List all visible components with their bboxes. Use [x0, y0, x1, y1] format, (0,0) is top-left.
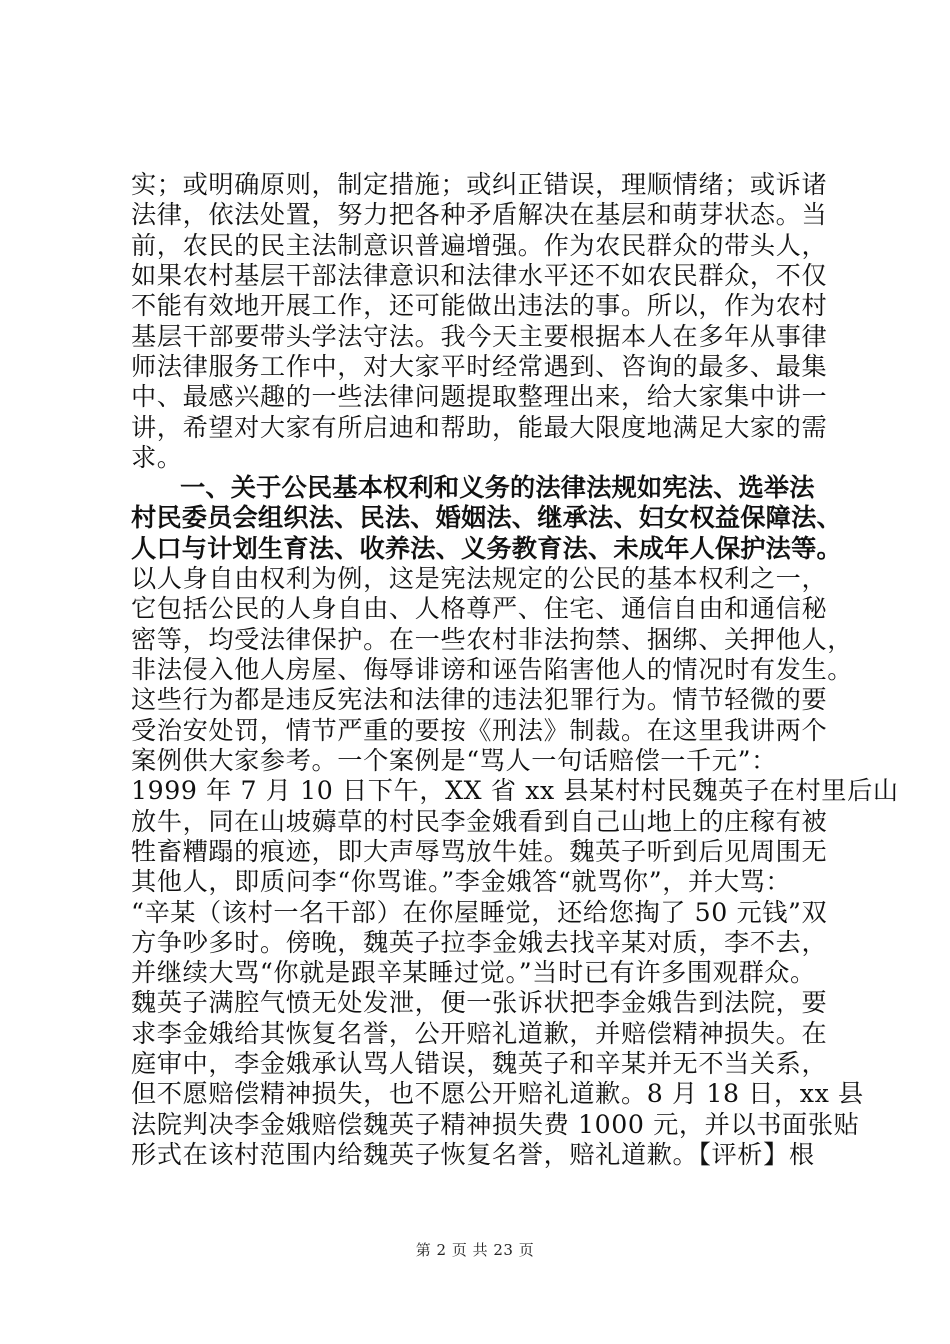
paragraph-1-line: 求。 [131, 442, 183, 472]
paragraph-2-line: 其他人，即质问李“你骂谁。”李金娥答“就骂你”，并大骂： [131, 867, 792, 897]
paragraph-2-line: 形式在该村范围内给魏英子恢复名誉，赔礼道歉。【评析】根 [131, 1140, 815, 1169]
paragraph-2-line: 受治安处罚，情节严重的要按《刑法》制裁。在这里我讲两个 [131, 715, 828, 745]
section-heading-line: 人口与计划生育法、收养法、义务教育法、未成年人保护法等。 [131, 533, 842, 563]
paragraph-2-line: 魏英子满腔气愤无处发泄，便一张诉状把李金娥告到法院，要 [131, 988, 828, 1018]
section-heading-line: 一、关于公民基本权利和义务的法律法规如宪法、选举法 [180, 473, 815, 503]
paragraph-2-line: 庭审中，李金娥承认骂人错误，魏英子和辛某并无不当关系， [131, 1049, 828, 1079]
paragraph-2-line: 这些行为都是违反宪法和法律的违法犯罪行为。情节轻微的要 [131, 685, 828, 715]
section-heading-line: 村民委员会组织法、民法、婚姻法、继承法、妇女权益保障法、 [131, 503, 842, 533]
paragraph-1-line: 法律，依法处置，努力把各种矛盾解决在基层和萌芽状态。当 [131, 200, 828, 230]
paragraph-1-line: 前，农民的民主法制意识普遍增强。作为农民群众的带头人， [131, 230, 828, 260]
paragraph-2-line: 法院判决李金娥赔偿魏英子精神损失费 1000 元，并以书面张贴 [131, 1109, 860, 1139]
paragraph-2-line: 非法侵入他人房屋、侮辱诽谤和诬告陷害他人的情况时有发生。 [131, 655, 854, 684]
paragraph-2-line: 牲畜糟蹋的痕迹，即大声辱骂放牛娃。魏英子听到后见周围无 [131, 836, 828, 866]
paragraph-1-line: 不能有效地开展工作，还可能做出违法的事。所以，作为农村 [131, 291, 828, 321]
paragraph-2-line: 放牛，同在山坡薅草的村民李金娥看到自己山地上的庄稼有被 [131, 806, 828, 836]
paragraph-2-line: “辛某（该村一名干部）在你屋睡觉，还给您掏了 50 元钱”双 [131, 897, 828, 927]
page-footer: 第 2 页 共 23 页 [415, 1241, 535, 1259]
paragraph-2-line: 它包括公民的人身自由、人格尊严、住宅、通信自由和通信秘 [131, 594, 828, 624]
paragraph-1-line: 讲，希望对大家有所启迪和帮助，能最大限度地满足大家的需 [131, 412, 828, 442]
paragraph-2-line: 方争吵多时。傍晚，魏英子拉李金娥去找辛某对质，李不去， [131, 927, 828, 957]
paragraph-2-line: 但不愿赔偿精神损失，也不愿公开赔礼道歉。8 月 18 日，xx 县 [131, 1079, 864, 1109]
paragraph-1-line: 实；或明确原则，制定措施；或纠正错误，理顺情绪；或诉诸 [131, 170, 828, 199]
paragraph-2-line: 求李金娥给其恢复名誉，公开赔礼道歉，并赔偿精神损失。在 [131, 1018, 828, 1048]
paragraph-1-line: 师法律服务工作中，对大家平时经常遇到、咨询的最多、最集 [131, 351, 828, 381]
paragraph-1-line: 中、最感兴趣的一些法律问题提取整理出来，给大家集中讲一 [131, 382, 828, 412]
paragraph-2-line: 以人身自由权利为例，这是宪法规定的公民的基本权利之一， [131, 564, 828, 594]
paragraph-2-line: 密等，均受法律保护。在一些农村非法拘禁、捆绑、关押他人， [131, 624, 854, 654]
paragraph-1-line: 如果农村基层干部法律意识和法律水平还不如农民群众，不仅 [131, 260, 828, 290]
paragraph-2-line: 案例供大家参考。一个案例是“骂人一句话赔偿一千元”： [131, 745, 777, 775]
paragraph-2-line: 1999 年 7 月 10 日下午，XX 省 xx 县某村村民魏英子在村里后山 [131, 776, 899, 806]
paragraph-1-line: 基层干部要带头学法守法。我今天主要根据本人在多年从事律 [131, 321, 828, 351]
paragraph-2-line: 并继续大骂“你就是跟辛某睡过觉。”当时已有许多围观群众。 [131, 958, 816, 988]
